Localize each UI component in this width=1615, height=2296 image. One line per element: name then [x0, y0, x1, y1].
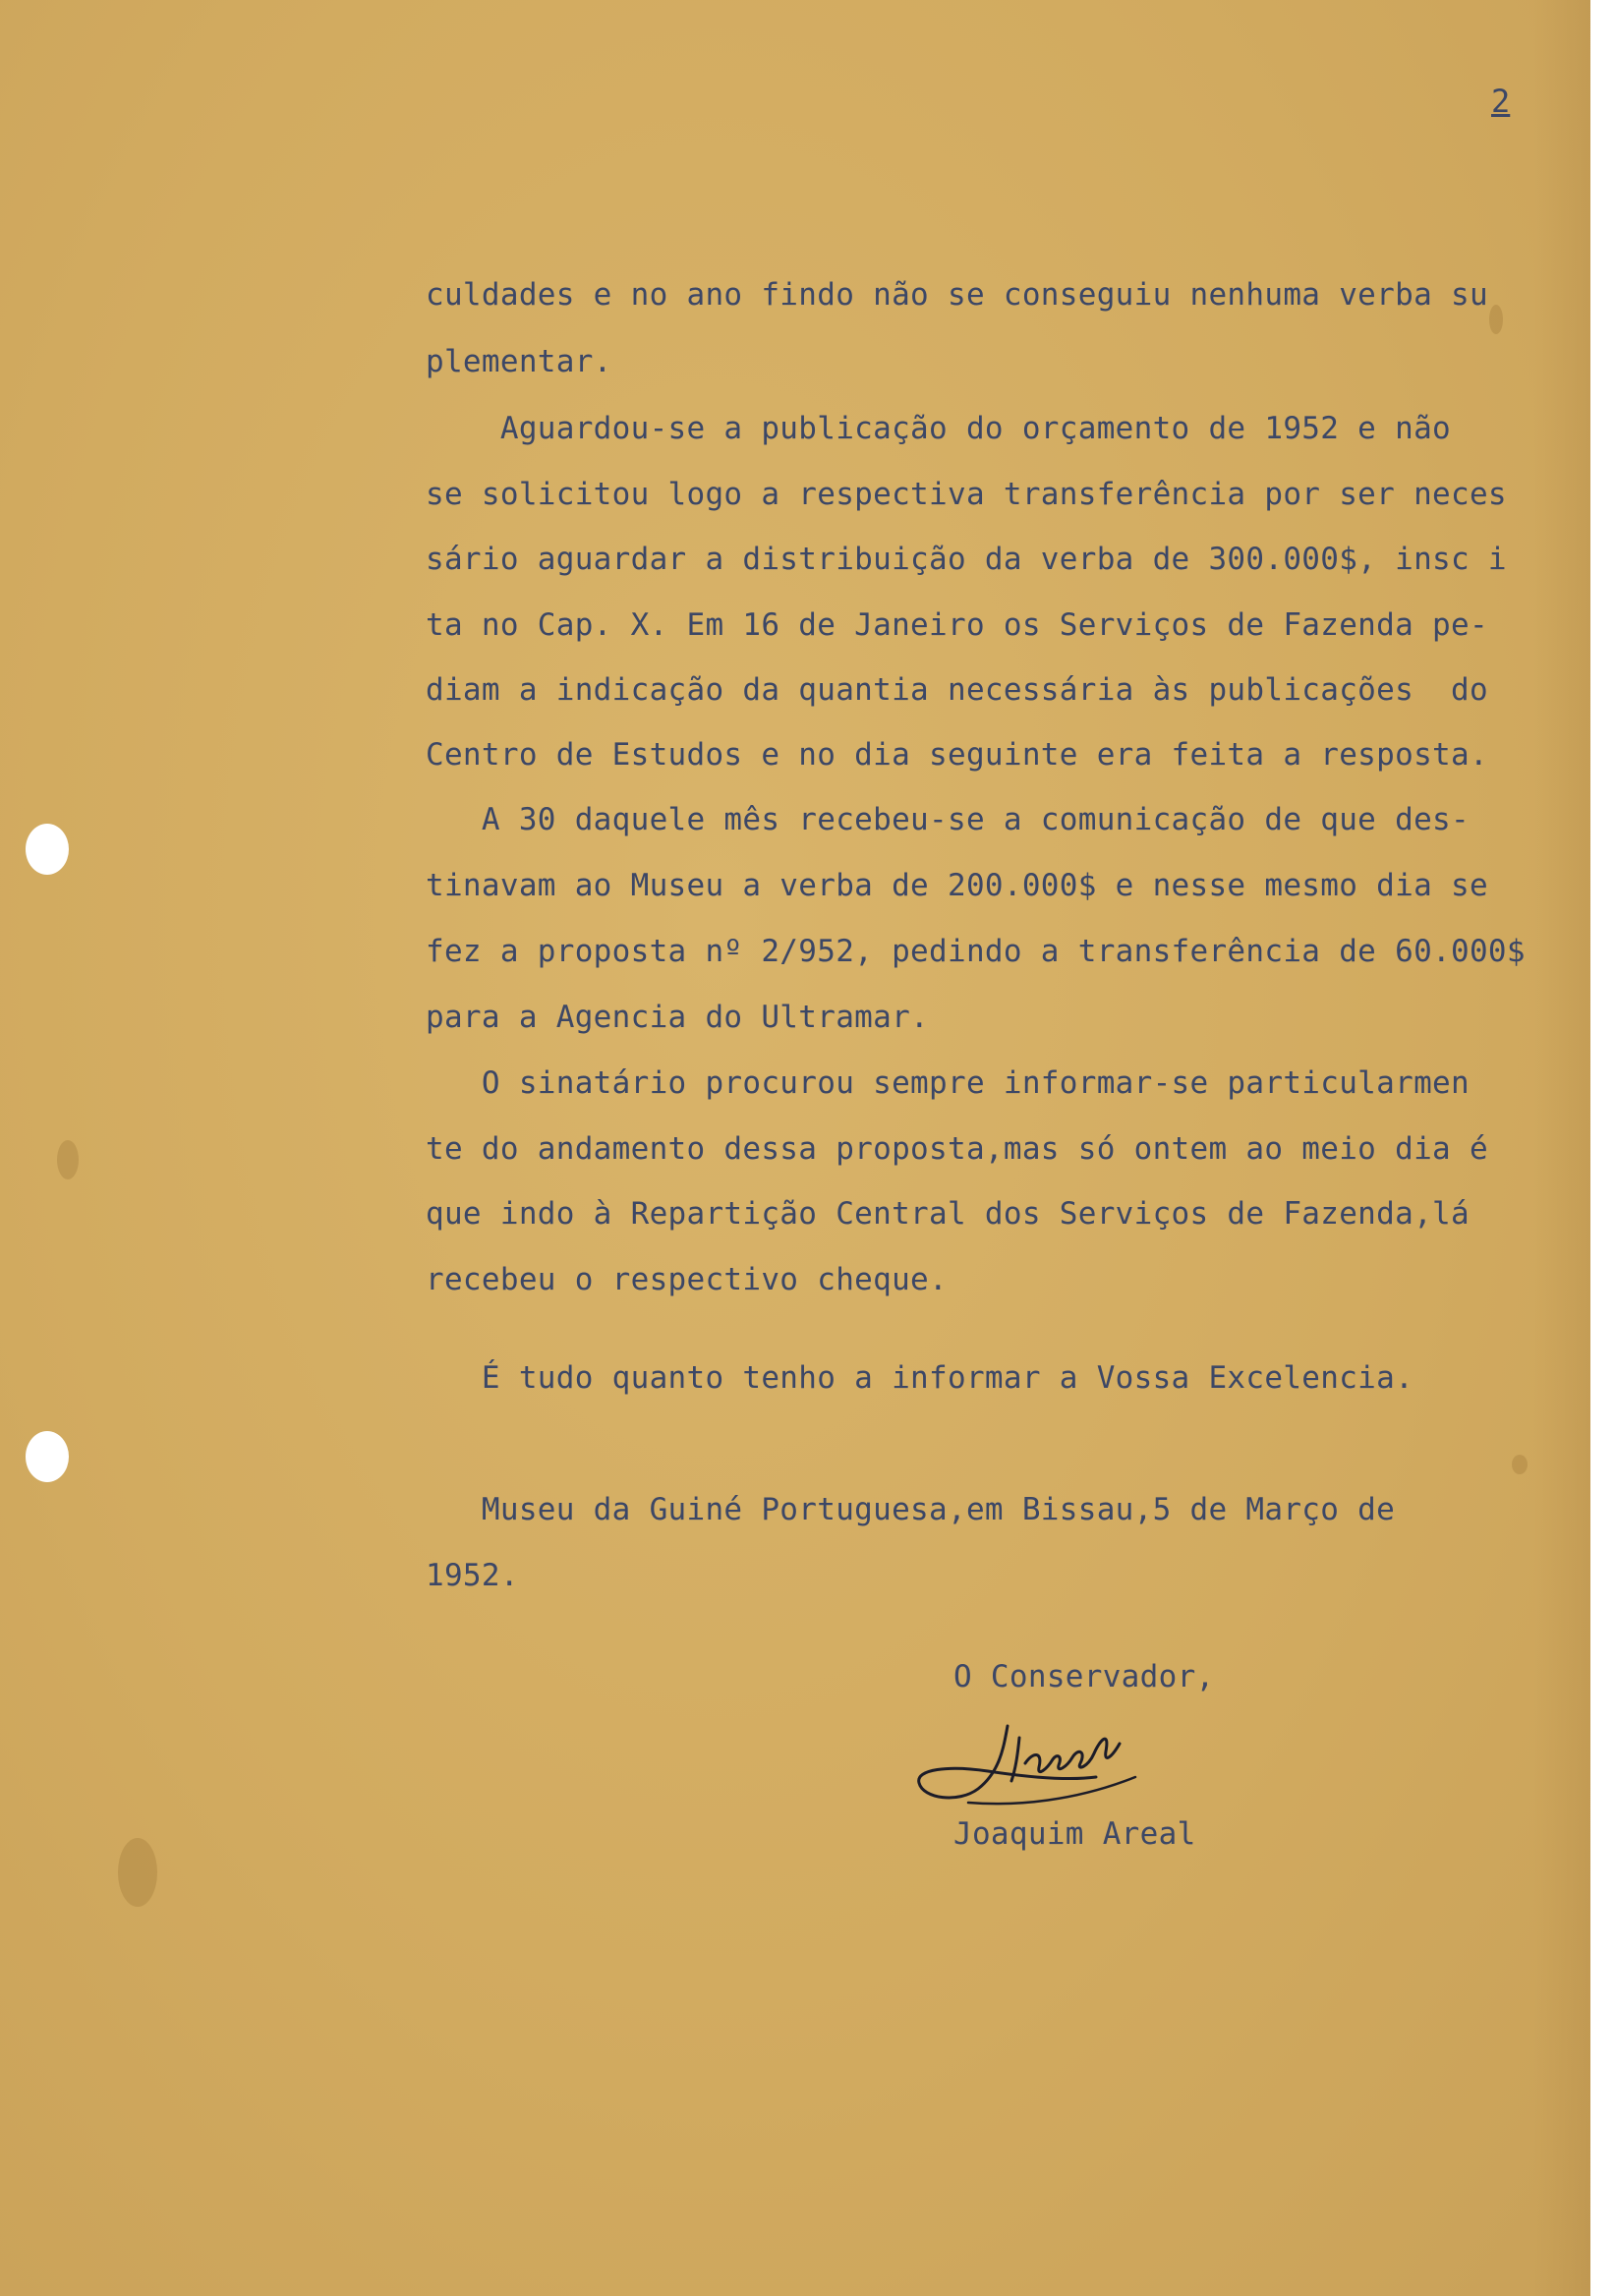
paper-edge-shadow	[1533, 0, 1590, 2296]
paragraph-3-line-4: para a Agencia do Ultramar.	[426, 1000, 930, 1035]
punch-hole-bottom	[26, 1431, 69, 1482]
handwritten-signature	[909, 1708, 1175, 1821]
paragraph-4-line-2: te do andamento dessa proposta,mas só ontem ao meio dia é	[426, 1131, 1488, 1167]
paper-stain	[1512, 1455, 1528, 1474]
closing-statement: É tudo quanto tenho a informar a Vossa Excelencia.	[426, 1360, 1414, 1396]
paragraph-2-line-1: Aguardou-se a publicação do orçamento de 1952 e não	[426, 411, 1451, 446]
paper-stain	[57, 1140, 79, 1179]
signature-title: O Conservador,	[953, 1659, 1215, 1694]
signatory-name: Joaquim Areal	[953, 1816, 1196, 1852]
paragraph-4-line-4: recebeu o respectivo cheque.	[426, 1262, 948, 1297]
paragraph-3-line-1: A 30 daquele mês recebeu-se a comunicação de que des-	[426, 802, 1470, 837]
paragraph-2-line-3: sário aguardar a distribuição da verba de 300.000$, insc i	[426, 542, 1507, 577]
punch-hole-top	[26, 824, 69, 875]
paragraph-4-line-1: O sinatário procurou sempre informar-se particularmen	[426, 1065, 1470, 1101]
paper-stain	[1489, 305, 1503, 334]
paragraph-3-line-3: fez a proposta nº 2/952, pedindo a transferência de 60.000$	[426, 934, 1526, 969]
place-date-line-2: 1952.	[426, 1558, 519, 1593]
paragraph-1-line-1: culdades e no ano findo não se conseguiu nenhuma verba su	[426, 277, 1488, 313]
paragraph-2-line-4: ta no Cap. X. Em 16 de Janeiro os Serviços de Fazenda pe-	[426, 607, 1488, 643]
paragraph-4-line-3: que indo à Repartição Central dos Serviços de Fazenda,lá	[426, 1196, 1470, 1232]
paragraph-2-line-2: se solicitou logo a respectiva transferência por ser neces	[426, 477, 1507, 512]
paragraph-2-line-6: Centro de Estudos e no dia seguinte era feita a resposta.	[426, 737, 1488, 773]
paragraph-3-line-2: tinavam ao Museu a verba de 200.000$ e nesse mesmo dia se	[426, 868, 1488, 903]
paper-stain	[118, 1838, 157, 1907]
page-number: 2	[1491, 83, 1511, 120]
paragraph-1-line-2: plementar.	[426, 344, 612, 379]
place-date-line-1: Museu da Guiné Portuguesa,em Bissau,5 de Março de	[426, 1492, 1396, 1527]
paragraph-2-line-5: diam a indicação da quantia necessária às publicações do	[426, 672, 1488, 708]
